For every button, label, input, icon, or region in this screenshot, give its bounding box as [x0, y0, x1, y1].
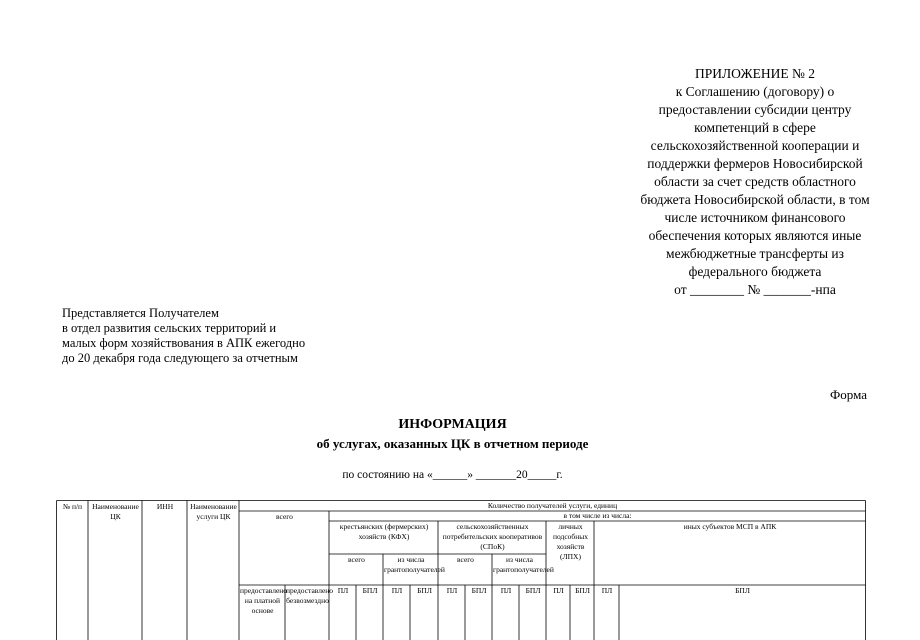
- as-of-date-line: по состоянию на «______» _______20_____г.: [342, 469, 563, 481]
- col-header-lph: личных подсобных хозяйств (ЛПХ): [552, 522, 589, 561]
- col-header-inn: ИНН: [156, 502, 174, 511]
- appendix-line: обеспечения которых являются иные: [648, 228, 862, 243]
- col-header-bpl: БПЛ: [417, 586, 432, 595]
- col-header-bpl: БПЛ: [471, 586, 487, 595]
- col-header-kfh-total: всего: [348, 555, 365, 564]
- document-title: ИНФОРМАЦИЯ: [398, 417, 507, 432]
- appendix-line: поддержки фермеров Новосибирской: [647, 156, 863, 171]
- col-header-pl: ПЛ: [553, 586, 564, 595]
- col-header-spok-total: всего: [457, 555, 474, 564]
- col-header-msp: иных субъектов МСП в АПК: [683, 522, 777, 531]
- col-header-total: всего: [276, 512, 293, 521]
- services-table: [56, 500, 866, 640]
- col-header-bpl: БПЛ: [575, 586, 590, 595]
- appendix-line: межбюджетные трансферты из: [666, 246, 844, 261]
- col-header-spok-grant: из числа грантополучателей: [493, 555, 554, 574]
- col-header-pl: ПЛ: [391, 586, 403, 595]
- col-header-free: предоставлено безвозмездно: [286, 586, 334, 605]
- appendix-line: федерального бюджета: [688, 264, 822, 279]
- col-header-pl: ПЛ: [500, 586, 512, 595]
- col-header-recipients-count: Количество получателей услуги, единиц: [487, 501, 618, 510]
- col-header-spok: сельскохозяйственных потребительских кооперативов (СПоК): [442, 522, 543, 551]
- appendix-line: предоставлении субсидии центру: [658, 102, 852, 117]
- appendix-line: области за счет средств областного: [654, 174, 856, 189]
- table-grid: [56, 500, 866, 640]
- col-header-paid: предоставлено на платной основе: [240, 586, 288, 615]
- appendix-line: компетенций в сфере: [694, 120, 816, 135]
- col-header-pl: ПЛ: [601, 586, 613, 595]
- col-header-name: Наименование ЦК: [92, 502, 139, 521]
- appendix-heading: ПРИЛОЖЕНИЕ № 2: [694, 66, 816, 81]
- appendix-line: числе источником финансового: [664, 210, 846, 225]
- submission-note: [62, 306, 305, 366]
- col-header-pl: ПЛ: [446, 586, 458, 595]
- col-header-service: Наименование услуги ЦК: [190, 502, 237, 521]
- col-header-bpl: БПЛ: [362, 586, 378, 595]
- col-header-pl: ПЛ: [337, 586, 349, 595]
- col-header-including: в том числе из числа:: [563, 511, 632, 520]
- col-header-kfh-grant: из числа грантополучателей: [384, 555, 445, 574]
- submission-line: в отдел развития сельских территорий и: [62, 321, 277, 335]
- appendix-line: сельскохозяйственной кооперации и: [650, 138, 860, 153]
- submission-line: Представляется Получателем: [62, 306, 219, 320]
- appendix-line: к Соглашению (договору) о: [675, 84, 835, 99]
- col-header-bpl: БПЛ: [525, 586, 541, 595]
- appendix-line: бюджета Новосибирской области, в том: [640, 192, 870, 207]
- document-subtitle: об услугах, оказанных ЦК в отчетном периоде: [316, 436, 589, 451]
- submission-line: до 20 декабря года следующего за отчетным: [62, 351, 298, 365]
- col-header-kfh: крестьянских (фермерских) хозяйств (КФХ): [339, 522, 429, 541]
- form-label: Форма: [830, 387, 867, 402]
- appendix-date-line: от ________ № _______-нпа: [674, 282, 836, 297]
- col-header-bpl: БПЛ: [735, 586, 750, 595]
- col-header-number: № п/п: [62, 502, 83, 511]
- submission-line: малых форм хозяйствования в АПК ежегодно: [62, 336, 306, 350]
